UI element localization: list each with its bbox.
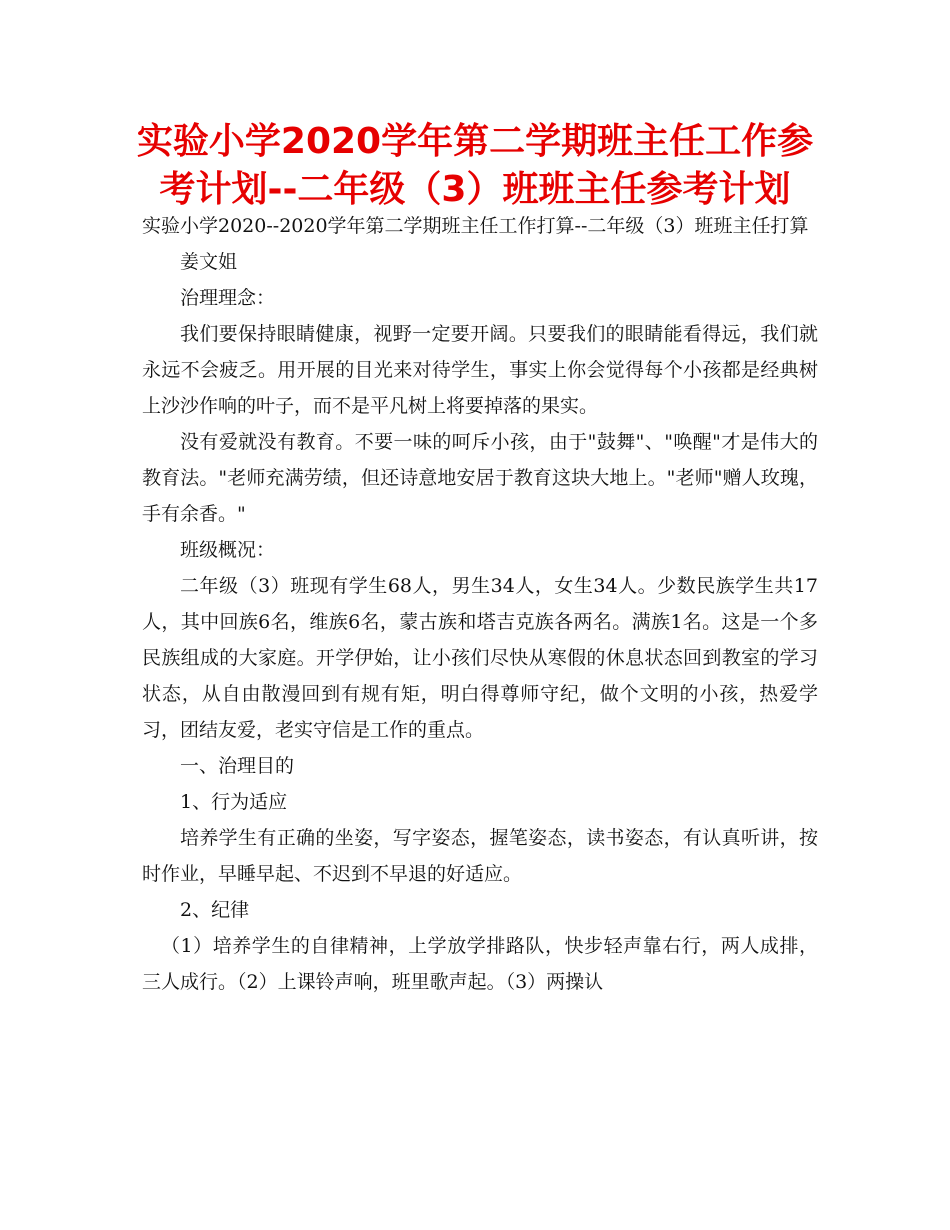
class-overview-paragraph: 二年级（3）班现有学生68人，男生34人，女生34人。少数民族学生共17人，其中回族6名，维族6名，蒙古族和塔吉克族各两名。满族1名。这是一个多民族组成的大家庭。开学伊始，让小孩们尽快从寒假的休息状态回到教室的学习状态，从自由散漫回到有规有矩，明白得尊师守纪，做个文明的小孩，热爱学习，团结友爱，老实守信是工作的重点。 [142, 575, 818, 741]
subheading-habits: 1、行为适应 [180, 791, 288, 813]
subheading-discipline: 2、纪律 [180, 899, 250, 921]
section-heading-goals: 一、治理目的 [180, 755, 295, 777]
discipline-paragraph: （1）培养学生的自律精神，上学放学排路队，快步轻声靠右行，两人成排，三人成行。（2）上课铃声响，班里歌声起。（3）两操认 [142, 935, 818, 993]
habits-paragraph: 培养学生有正确的坐姿，写字姿态，握笔姿态，读书姿态，有认真听讲，按时作业，早睡早起、不迟到不早退的好适应。 [142, 827, 818, 885]
philosophy-paragraph-2: 没有爱就没有教育。不要一味的呵斥小孩，由于"鼓舞"、"唤醒"才是伟大的教育法。"老师充满劳绩，但还诗意地安居于教育这块大地上。"老师"赠人玫瑰，手有余香。" [142, 431, 818, 525]
section-heading-class-overview: 班级概况： [180, 539, 276, 561]
philosophy-paragraph-1: 我们要保持眼睛健康，视野一定要开阔。只要我们的眼睛能看得远，我们就永远不会疲乏。用开展的目光来对待学生，事实上你会觉得每个小孩都是经典树上沙沙作响的叶子，而不是平凡树上将要掉落的果实。 [142, 323, 818, 417]
section-heading-philosophy: 治理理念： [180, 287, 276, 309]
author-name: 姜文姐 [180, 251, 238, 273]
subtitle-paragraph: 实验小学2020--2020学年第二学期班主任工作打算--二年级（3）班班主任打算 [142, 215, 809, 237]
document-body [142, 208, 818, 1000]
document-title: 实验小学2020学年第二学期班主任工作参考计划--二年级（3）班班主任参考计划 [136, 121, 814, 210]
